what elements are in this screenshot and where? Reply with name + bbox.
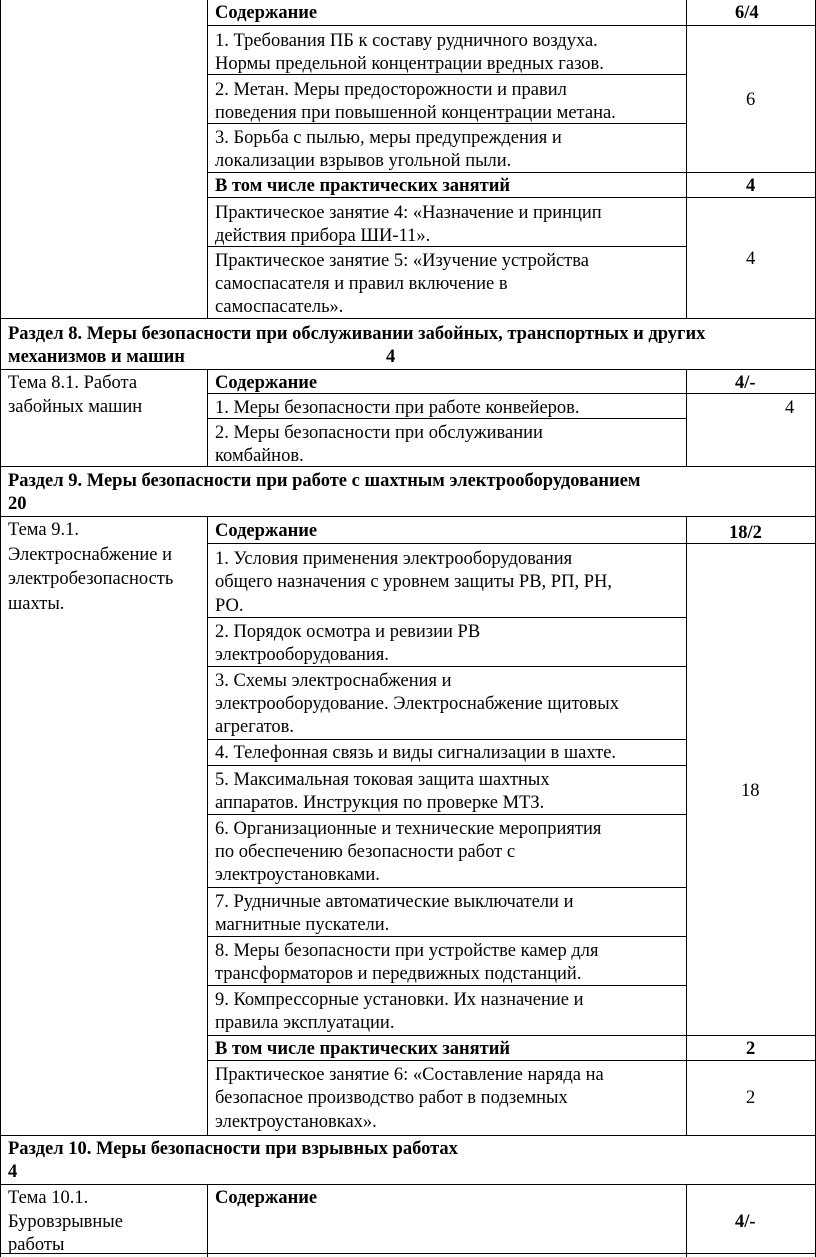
practices-hours: 2: [746, 1088, 756, 1108]
list-item: аппаратов. Инструкция по проверке МТЗ.: [215, 793, 545, 813]
content-header: Содержание: [215, 521, 318, 541]
list-item: 2. Меры безопасности при обслуживании: [215, 423, 543, 443]
list-item: 3. Борьба с пылью, меры предупреждения и: [215, 128, 562, 148]
practice-item: действия прибора ШИ-11».: [215, 226, 431, 246]
practice-hours: 2: [746, 1039, 756, 1059]
section-title: механизмов и машин: [8, 347, 185, 367]
items-hours: 18: [741, 781, 760, 801]
list-item: 8. Меры безопасности при устройстве камер для: [215, 941, 599, 961]
grid-line: [0, 516, 816, 517]
practice-hours: 4: [746, 176, 756, 196]
section-title: Раздел 8. Меры безопасности при обслуживании забойных, транспортных и других: [8, 324, 706, 344]
grid-line: [207, 0, 208, 318]
list-item: 5. Максимальная токовая защита шахтных: [215, 770, 550, 790]
list-item: 1. Условия применения электрооборудования: [215, 549, 573, 569]
list-item: общего назначения с уровнем защиты РВ, РП, РН,: [215, 572, 612, 592]
grid-line: [0, 466, 816, 467]
list-item: 9. Компрессорные установки. Их назначение и: [215, 990, 584, 1010]
list-item: трансформаторов и передвижных подстанций.: [215, 964, 582, 984]
list-item: 1. Меры безопасности при работе конвейеров.: [215, 398, 580, 418]
practice-item: самоспасателя и правил включение в: [215, 274, 508, 294]
practice-item: Практическое занятие 5: «Изучение устройства: [215, 251, 589, 271]
content-header: Содержание: [215, 1188, 318, 1208]
practice-header: В том числе практических занятий: [215, 1039, 511, 1059]
topic-title: шахты.: [8, 594, 65, 614]
section-title: Раздел 9. Меры безопасности при работе с шахтным электрооборудованием: [8, 471, 641, 491]
practice-item: безопасное производство работ в подземных: [215, 1088, 568, 1108]
topic-title: Буровзрывные: [8, 1212, 123, 1232]
content-hours: 4/-: [735, 1212, 756, 1232]
list-item: РО.: [215, 596, 244, 616]
list-item: 1. Требования ПБ к составу рудничного воздуха.: [215, 31, 598, 51]
practice-item: Практическое занятие 4: «Назначение и принцип: [215, 203, 602, 223]
grid-line: [0, 1253, 816, 1254]
list-item: 2. Метан. Меры предосторожности и правил: [215, 80, 567, 100]
list-item: магнитные пускатели.: [215, 915, 390, 935]
grid-line: [0, 1184, 816, 1185]
list-item: по обеспечению безопасности работ с: [215, 842, 516, 862]
topic-title: Тема 9.1.: [8, 520, 79, 540]
list-item: 3. Схемы электроснабжения и: [215, 671, 452, 691]
list-item: 2. Порядок осмотра и ревизии РВ: [215, 622, 481, 642]
list-item: 4. Телефонная связь и виды сигнализации в шахте.: [215, 743, 617, 763]
grid-line: [207, 1035, 816, 1036]
grid-line: [686, 0, 687, 318]
practice-item: электроустановках».: [215, 1112, 377, 1132]
topic-title: забойных машин: [8, 397, 143, 417]
list-item: локализации взрывов угольной пыли.: [215, 151, 512, 171]
list-item: поведения при повышенной концентрации метана.: [215, 103, 616, 123]
practice-header: В том числе практических занятий: [215, 176, 511, 196]
topic-title: электробезопасность: [8, 569, 174, 589]
list-item: 7. Рудничные автоматические выключатели и: [215, 892, 574, 912]
topic-title: работы: [8, 1235, 65, 1255]
topic-title: Тема 8.1. Работа: [8, 373, 138, 393]
topic-title: Электроснабжение и: [8, 545, 172, 565]
grid-line: [0, 1135, 816, 1136]
grid-line: [0, 0, 1, 1257]
grid-line: [686, 369, 687, 466]
grid-line: [207, 617, 686, 618]
practices-hours: 4: [746, 249, 756, 269]
grid-line: [207, 25, 816, 26]
grid-line: [0, 369, 816, 370]
section-hours: 4: [8, 1162, 18, 1182]
section-title: Раздел 10. Меры безопасности при взрывных работах: [8, 1139, 458, 1159]
grid-line: [686, 1184, 687, 1257]
list-item: правила эксплуатации.: [215, 1013, 395, 1033]
content-hours: 18/2: [729, 523, 762, 543]
grid-line: [686, 516, 687, 1135]
grid-line: [207, 516, 208, 1135]
section-hours: 20: [8, 494, 27, 514]
list-item: агрегатов.: [215, 717, 295, 737]
list-item: комбайнов.: [215, 446, 304, 466]
list-item: электрооборудования.: [215, 645, 389, 665]
items-hours: 4: [785, 398, 795, 418]
list-item: Нормы предельной концентрации вредных газов.: [215, 54, 604, 74]
grid-line: [207, 1184, 208, 1257]
content-header: Содержание: [215, 3, 318, 23]
items-hours: 6: [746, 90, 756, 110]
content-header: Содержание: [215, 373, 318, 393]
grid-line: [207, 887, 686, 888]
section-hours: 4: [386, 347, 396, 367]
list-item: 6. Организационные и технические мероприятия: [215, 819, 602, 839]
content-hours: 6/4: [735, 3, 759, 23]
practice-item: Практическое занятие 6: «Составление наряда на: [215, 1065, 604, 1085]
content-hours: 4/-: [735, 373, 756, 393]
grid-line: [207, 739, 686, 740]
grid-line: [207, 765, 686, 766]
topic-title: Тема 10.1.: [8, 1188, 89, 1208]
grid-line: [0, 318, 816, 319]
list-item: электроустановками.: [215, 865, 380, 885]
grid-line: [207, 543, 816, 544]
list-item: электрооборудование. Электроснабжение щитовых: [215, 694, 619, 714]
practice-item: самоспасатель».: [215, 297, 344, 317]
